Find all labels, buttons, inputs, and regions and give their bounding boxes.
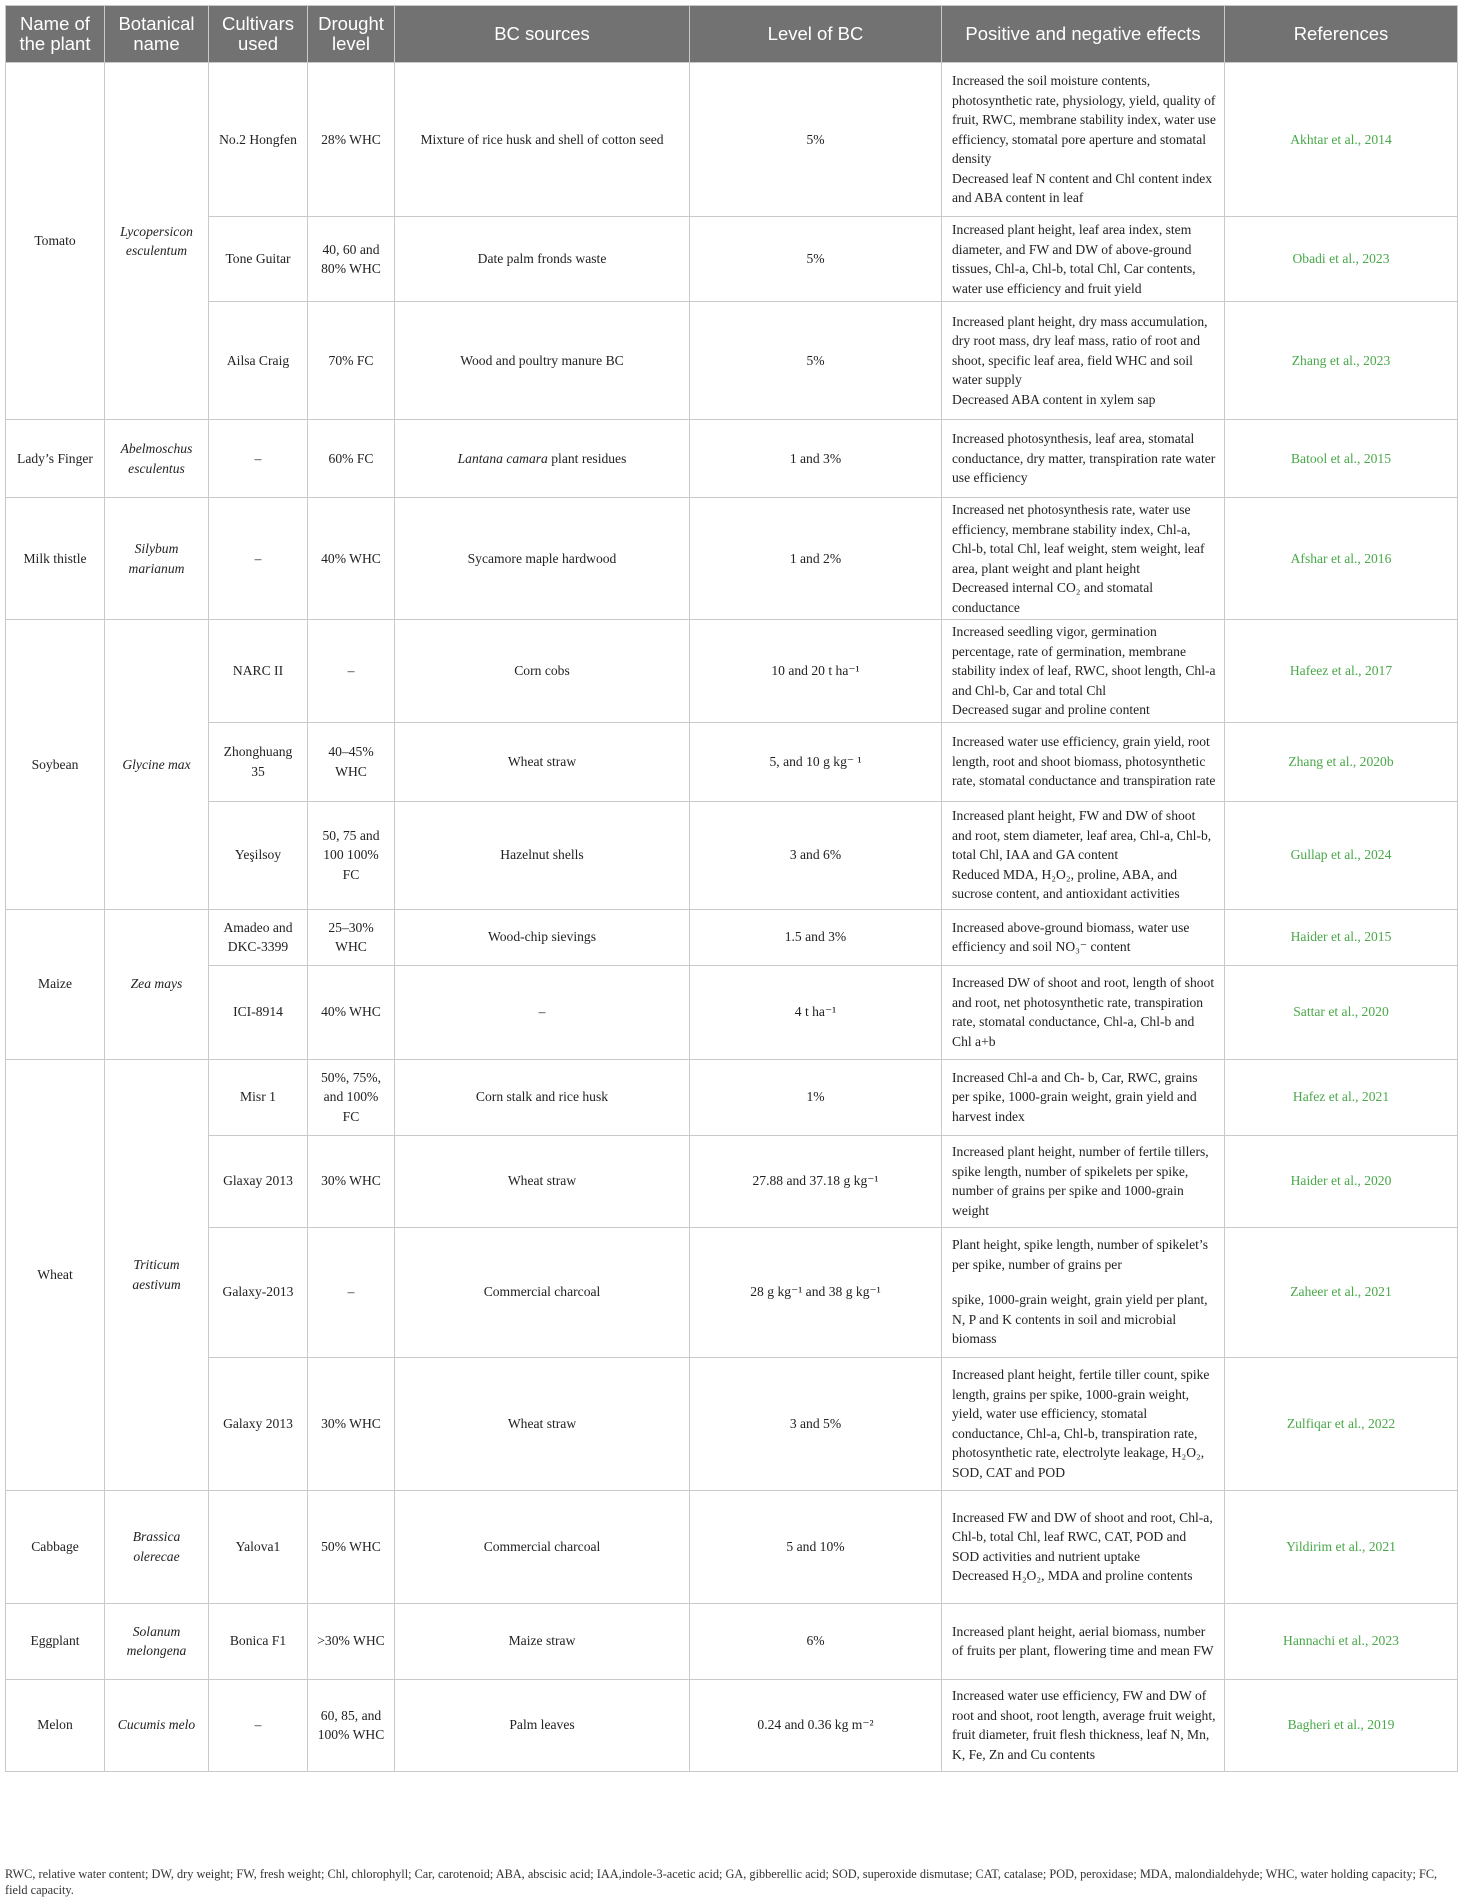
effect-line: Reduced MDA, H₂O₂, proline, ABA, and sucrose content, and antioxidant activities xyxy=(952,866,1180,902)
effects xyxy=(942,1135,1225,1227)
bc-source: – xyxy=(395,965,690,1059)
effect-line: Increased water use efficiency, grain yield, root length, root and shoot biomass, photosynthetic rate, stomatal conductance and transpiration rate xyxy=(952,734,1216,789)
reference-link[interactable]: Hafeez et al., 2017 xyxy=(1225,620,1458,723)
botanical-name: Solanum melongena xyxy=(105,1603,209,1679)
bc-source: Wood-chip sievings xyxy=(395,909,690,965)
header-row xyxy=(6,6,1458,63)
cultivar: Yeşilsoy xyxy=(209,801,308,909)
cultivar: Tone Guitar xyxy=(209,217,308,302)
reference-link[interactable]: Yildirim et al., 2021 xyxy=(1225,1490,1458,1603)
table-row xyxy=(6,1227,1458,1357)
bc-level: 5% xyxy=(690,217,942,302)
bc-source: Maize straw xyxy=(395,1603,690,1679)
bc-level: 5, and 10 g kg⁻ ¹ xyxy=(690,722,942,801)
effect-line: Increased seedling vigor, germination percentage, rate of germination, membrane stability index of leaf, RWC, shoot length, Chl-a and Chl-b, Car and total Chl xyxy=(952,624,1216,698)
drought-level: 40–45% WHC xyxy=(308,722,395,801)
reference-link[interactable]: Zhang et al., 2023 xyxy=(1225,302,1458,420)
effect-line: Decreased internal CO₂ and stomatal conductance xyxy=(952,580,1154,615)
reference-link[interactable]: Hannachi et al., 2023 xyxy=(1225,1603,1458,1679)
col-sources-header: BC sources xyxy=(395,6,690,63)
effect-line: Increased plant height, dry mass accumulation, dry root mass, dry leaf mass, ratio of root and shoot, specific leaf area, field WHC and soil water supply xyxy=(952,313,1208,388)
bc-level: 1 and 2% xyxy=(690,498,942,620)
drought-level: 25–30% WHC xyxy=(308,909,395,965)
effect-line: Increased net photosynthesis rate, water use efficiency, membrane stability index, Chl-a, Chl-b, total Chl, leaf weight, stem weight, leaf area, plant weight and plant height xyxy=(952,502,1205,576)
table-row xyxy=(6,1679,1458,1771)
bc-source: Wheat straw xyxy=(395,1135,690,1227)
cultivar: No.2 Hongfen xyxy=(209,63,308,217)
table-row xyxy=(6,1357,1458,1490)
bc-source: Commercial charcoal xyxy=(395,1490,690,1603)
cultivar: Ailsa Craig xyxy=(209,302,308,420)
effect-line: Decreased sugar and proline content xyxy=(952,702,1150,717)
plant-name: Eggplant xyxy=(6,1603,105,1679)
cultivar: Amadeo and DKC-3399 xyxy=(209,909,308,965)
table-row xyxy=(6,302,1458,420)
effect-line: Decreased leaf N content and Chl content index and ABA content in leaf xyxy=(952,170,1213,206)
effect-line: Increased above-ground biomass, water use efficiency and soil NO₃⁻ content xyxy=(952,919,1190,954)
bc-source: Date palm fronds waste xyxy=(395,217,690,302)
effect-line: Increased water use efficiency, FW and DW of root and shoot, root length, average fruit weight, fruit diameter, fruit flesh thickness, leaf N, Mn, K, Fe, Zn and Cu contents xyxy=(952,1688,1216,1762)
table-row xyxy=(6,801,1458,909)
bc-level: 5% xyxy=(690,302,942,420)
reference-link[interactable]: Afshar et al., 2016 xyxy=(1225,498,1458,620)
reference-link[interactable]: Akhtar et al., 2014 xyxy=(1225,63,1458,217)
bc-level: 28 g kg⁻¹ and 38 g kg⁻¹ xyxy=(690,1227,942,1357)
table-row xyxy=(6,909,1458,965)
plant-name: Cabbage xyxy=(6,1490,105,1603)
effects xyxy=(942,302,1225,420)
effect-line: Decreased ABA content in xylem sap xyxy=(952,391,1156,407)
effect-line: Increased plant height, fertile tiller count, spike length, grains per spike, 1000-grain weight, yield, water use efficiency, stomatal conductance, Chl-a, Chl-b, transpiration rate, photosynthetic rate, electrolyte leakage, H₂O₂, SOD, CAT and POD xyxy=(952,1367,1210,1480)
effect-line: spike, 1000-grain weight, grain yield per plant, N, P and K contents in soil and microbial biomass xyxy=(952,1292,1208,1347)
cultivar: Zhonghuang 35 xyxy=(209,722,308,801)
effect-line: Increased plant height, aerial biomass, number of fruits per plant, flowering time and mean FW xyxy=(952,1623,1214,1658)
cultivar: Galaxy-2013 xyxy=(209,1227,308,1357)
cultivar: NARC II xyxy=(209,620,308,723)
botanical-name: Lycopersicon esculentum xyxy=(105,63,209,420)
effects xyxy=(942,801,1225,909)
drought-level: 50, 75 and 100 100% FC xyxy=(308,801,395,909)
plant-name: Maize xyxy=(6,909,105,1059)
bc-source: Wood and poultry manure BC xyxy=(395,302,690,420)
effect-line: Increased photosynthesis, leaf area, stomatal conductance, dry matter, transpiration rate water use efficiency xyxy=(952,431,1216,486)
effect-line: Plant height, spike length, number of spikelet’s per spike, number of grains per xyxy=(952,1237,1208,1272)
bc-level: 5% xyxy=(690,63,942,217)
drought-level: 30% WHC xyxy=(308,1135,395,1227)
effects xyxy=(942,1603,1225,1679)
table-footnote: RWC, relative water content; DW, dry weight; FW, fresh weight; Chl, chlorophyll; Car, carotenoid; ABA, abscisic acid; IAA,indole-3-acetic acid; GA, gibberellic acid; SOD, superoxide dismutase; CAT, catalase; POD, peroxidase; MDA, malondialdehyde; WHC, water holding capacity; FC, field capacity. xyxy=(5,1867,1438,1897)
drought-level: 28% WHC xyxy=(308,63,395,217)
table-row xyxy=(6,722,1458,801)
plant-name: Milk thistle xyxy=(6,498,105,620)
effects xyxy=(942,498,1225,620)
reference-link[interactable]: Zulfiqar et al., 2022 xyxy=(1225,1357,1458,1490)
drought-level: – xyxy=(308,620,395,723)
bc-level: 3 and 6% xyxy=(690,801,942,909)
drought-level: 60% FC xyxy=(308,420,395,498)
effect-line: Increased the soil moisture contents, photosynthetic rate, physiology, yield, quality of fruit, RWC, membrane stability index, water use efficiency, stomatal pore aperture and stomatal density xyxy=(952,73,1216,167)
drought-level: >30% WHC xyxy=(308,1603,395,1679)
cultivar: Galaxy 2013 xyxy=(209,1357,308,1490)
plant-name: Tomato xyxy=(6,63,105,420)
effects xyxy=(942,620,1225,723)
effect-line: Increased DW of shoot and root, length of shoot and root, net photosynthetic rate, transpiration rate, stomatal conductance, Chl-a, Chl-b and Chl a+b xyxy=(952,975,1215,1049)
bc-level: 1.5 and 3% xyxy=(690,909,942,965)
botanical-name: Glycine max xyxy=(105,620,209,910)
reference-link[interactable]: Zhang et al., 2020b xyxy=(1225,722,1458,801)
botanical-name: Triticum aestivum xyxy=(105,1059,209,1490)
col-plant-header: Name of the plant xyxy=(6,6,105,63)
col-botanical-header: Botanical name xyxy=(105,6,209,63)
effects xyxy=(942,965,1225,1059)
drought-level: 40, 60 and 80% WHC xyxy=(308,217,395,302)
plant-name: Soybean xyxy=(6,620,105,910)
table-row xyxy=(6,1490,1458,1603)
drought-level: 70% FC xyxy=(308,302,395,420)
effect-line: Increased Chl-a and Ch- b, Car, RWC, grains per spike, 1000-grain weight, grain yield and harvest index xyxy=(952,1069,1198,1124)
effects xyxy=(942,1059,1225,1135)
effect-line: Increased plant height, number of fertile tillers, spike length, number of spikelets per spike, number of grains per spike and 1000-grain weight xyxy=(952,1144,1209,1218)
bc-level: 27.88 and 37.18 g kg⁻¹ xyxy=(690,1135,942,1227)
bc-source: Mixture of rice husk and shell of cotton seed xyxy=(395,63,690,217)
effects xyxy=(942,1357,1225,1490)
effect-line: Increased FW and DW of shoot and root, Chl-a, Chl-b, total Chl, leaf RWC, CAT, POD and SOD activities and nutrient uptake xyxy=(952,1509,1213,1564)
cultivar: Glaxay 2013 xyxy=(209,1135,308,1227)
biochar-drought-table xyxy=(5,5,1458,1772)
table-row xyxy=(6,217,1458,302)
bc-level: 1 and 3% xyxy=(690,420,942,498)
cultivar: ICI-8914 xyxy=(209,965,308,1059)
bc-source: Hazelnut shells xyxy=(395,801,690,909)
cultivar: – xyxy=(209,498,308,620)
cultivar: – xyxy=(209,420,308,498)
effects xyxy=(942,217,1225,302)
bc-source-species: Lantana camara xyxy=(457,450,548,466)
reference-link[interactable]: Zaheer et al., 2021 xyxy=(1225,1227,1458,1357)
effects xyxy=(942,1490,1225,1603)
reference-link[interactable]: Bagheri et al., 2019 xyxy=(1225,1679,1458,1771)
effects xyxy=(942,909,1225,965)
bc-source: Wheat straw xyxy=(395,1357,690,1490)
bc-level: 0.24 and 0.36 kg m⁻² xyxy=(690,1679,942,1771)
bc-source xyxy=(395,420,690,498)
effect-line: Increased plant height, leaf area index, stem diameter, and FW and DW of above-ground tissues, Chl-a, Chl-b, total Chl, Car contents, water use efficiency and fruit yield xyxy=(952,222,1196,296)
bc-level: 4 t ha⁻¹ xyxy=(690,965,942,1059)
reference-link[interactable]: Batool et al., 2015 xyxy=(1225,420,1458,498)
reference-link[interactable]: Gullap et al., 2024 xyxy=(1225,801,1458,909)
bc-level: 5 and 10% xyxy=(690,1490,942,1603)
table-row xyxy=(6,620,1458,723)
cultivar: – xyxy=(209,1679,308,1771)
col-level-header: Level of BC xyxy=(690,6,942,63)
bc-level: 6% xyxy=(690,1603,942,1679)
reference-link[interactable]: Haider et al., 2015 xyxy=(1225,909,1458,965)
drought-level: 40% WHC xyxy=(308,498,395,620)
col-refs-header: References xyxy=(1225,6,1458,63)
bc-source: Corn stalk and rice husk xyxy=(395,1059,690,1135)
botanical-name: Silybum marianum xyxy=(105,498,209,620)
effects xyxy=(942,63,1225,217)
bc-source: Palm leaves xyxy=(395,1679,690,1771)
bc-source-rest: plant residues xyxy=(547,450,627,466)
botanical-name: Zea mays xyxy=(105,909,209,1059)
effects xyxy=(942,722,1225,801)
effects xyxy=(942,1227,1225,1357)
bc-source: Corn cobs xyxy=(395,620,690,723)
col-cultivars-header: Cultivars used xyxy=(209,6,308,63)
cultivar: Yalova1 xyxy=(209,1490,308,1603)
drought-level: 30% WHC xyxy=(308,1357,395,1490)
table-row xyxy=(6,420,1458,498)
col-effects-header: Positive and negative effects xyxy=(942,6,1225,63)
reference-link[interactable]: Sattar et al., 2020 xyxy=(1225,965,1458,1059)
effects xyxy=(942,420,1225,498)
bc-level: 1% xyxy=(690,1059,942,1135)
bc-source: Wheat straw xyxy=(395,722,690,801)
reference-link[interactable]: Hafez et al., 2021 xyxy=(1225,1059,1458,1135)
table-row xyxy=(6,1603,1458,1679)
bc-level: 3 and 5% xyxy=(690,1357,942,1490)
plant-name: Lady’s Finger xyxy=(6,420,105,498)
col-drought-header: Drought level xyxy=(308,6,395,63)
drought-level: 50% WHC xyxy=(308,1490,395,1603)
table-row xyxy=(6,965,1458,1059)
table-row xyxy=(6,1135,1458,1227)
reference-link[interactable]: Haider et al., 2020 xyxy=(1225,1135,1458,1227)
plant-name: Melon xyxy=(6,1679,105,1771)
drought-level: – xyxy=(308,1227,395,1357)
table-row xyxy=(6,63,1458,217)
effects xyxy=(942,1679,1225,1771)
effect-line: Increased plant height, FW and DW of shoot and root, stem diameter, leaf area, Chl-a, Chl-b, total Chl, IAA and GA content xyxy=(952,808,1212,863)
reference-link[interactable]: Obadi et al., 2023 xyxy=(1225,217,1458,302)
effect-line: Decreased H₂O₂, MDA and proline contents xyxy=(952,1568,1193,1583)
drought-level: 40% WHC xyxy=(308,965,395,1059)
bc-level: 10 and 20 t ha⁻¹ xyxy=(690,620,942,723)
drought-level: 50%, 75%, and 100% FC xyxy=(308,1059,395,1135)
table-row xyxy=(6,498,1458,620)
botanical-name: Cucumis melo xyxy=(105,1679,209,1771)
botanical-name: Abelmoschus esculentus xyxy=(105,420,209,498)
plant-name: Wheat xyxy=(6,1059,105,1490)
bc-source: Commercial charcoal xyxy=(395,1227,690,1357)
cultivar: Misr 1 xyxy=(209,1059,308,1135)
botanical-name: Brassica olerecae xyxy=(105,1490,209,1603)
table-row xyxy=(6,1059,1458,1135)
cultivar: Bonica F1 xyxy=(209,1603,308,1679)
drought-level: 60, 85, and 100% WHC xyxy=(308,1679,395,1771)
bc-source: Sycamore maple hardwood xyxy=(395,498,690,620)
